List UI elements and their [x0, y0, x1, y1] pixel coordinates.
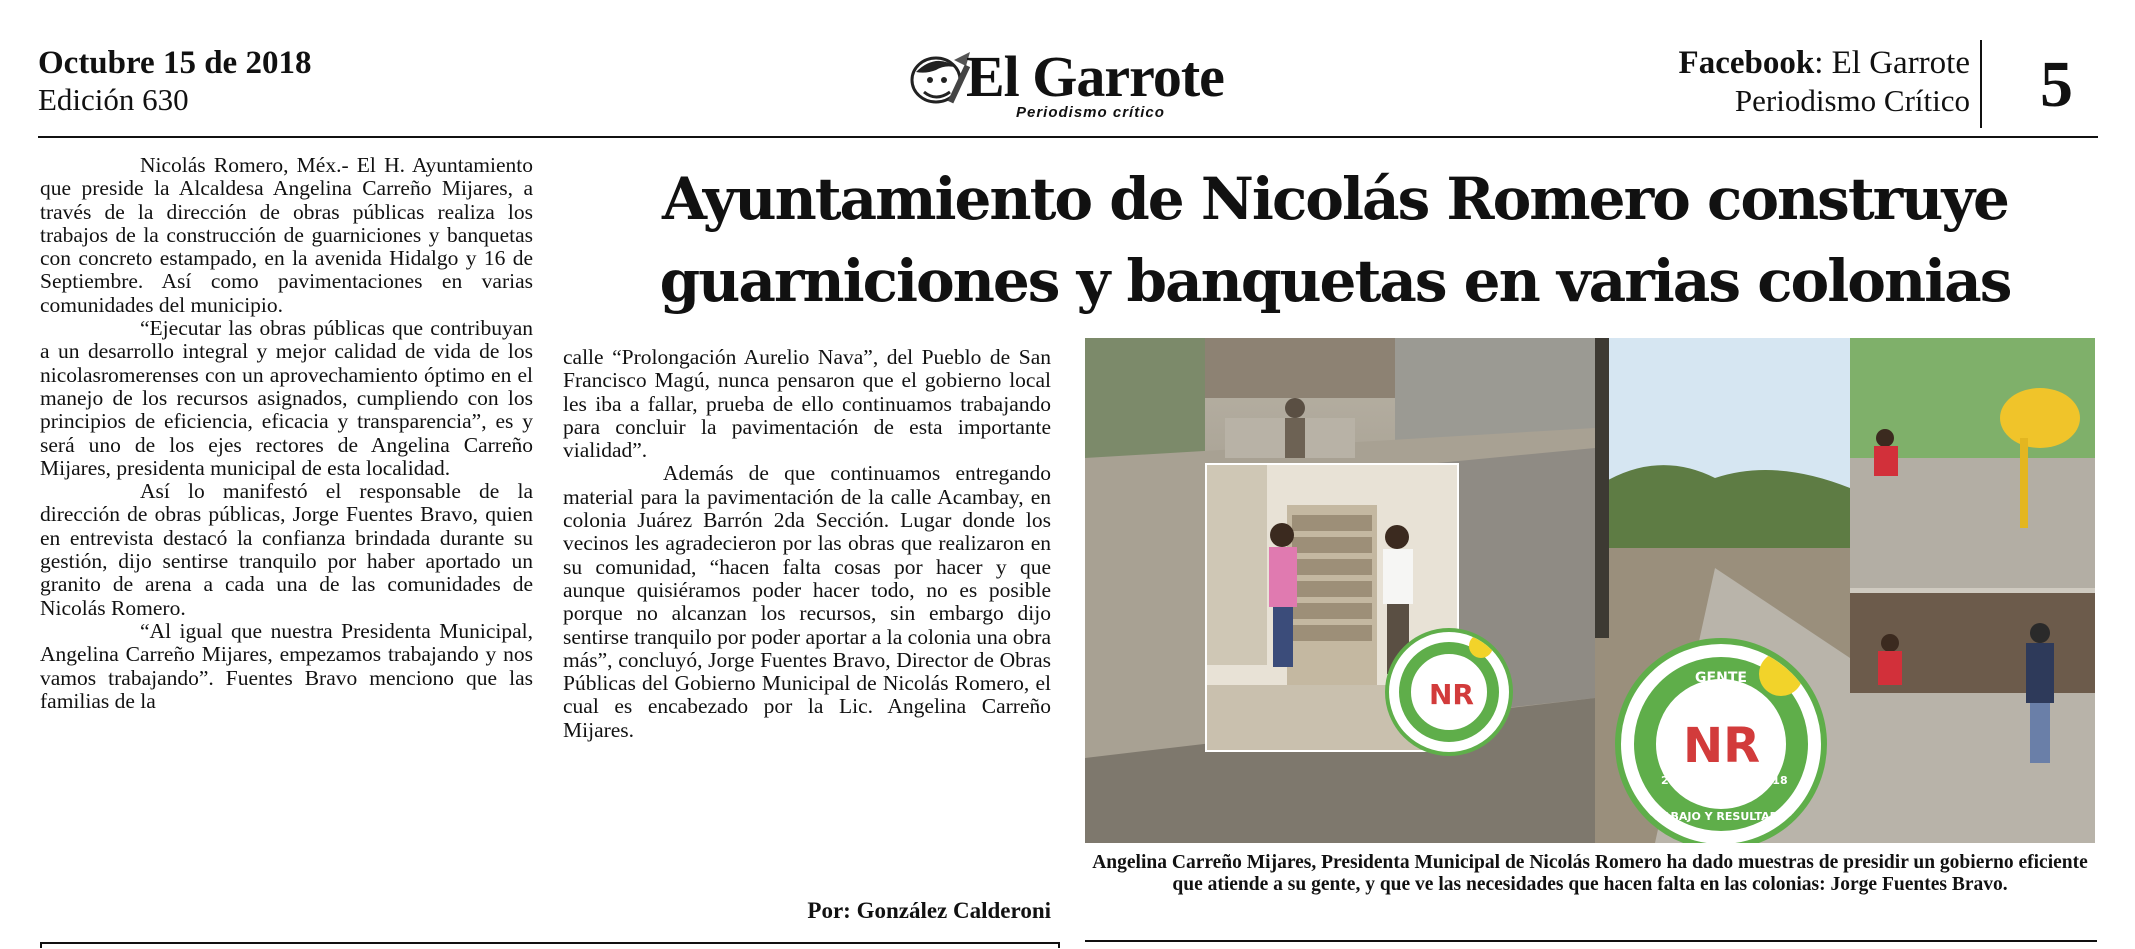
logo-initials-small: NR	[1429, 678, 1474, 711]
logo-word-bottom: TRABAJO Y RESULTADOS	[1645, 810, 1797, 823]
slogan: Periodismo Crítico	[1734, 83, 1970, 118]
page-number: 5	[2040, 48, 2073, 121]
photo-workers-street	[1850, 593, 2095, 843]
issue-date: Octubre 15 de 2018	[38, 45, 312, 81]
facebook-label: Facebook	[1678, 45, 1815, 81]
bottom-rule-right	[1085, 940, 2097, 942]
newspaper-logo	[906, 46, 1236, 124]
header-left	[38, 44, 311, 118]
headline	[565, 158, 2105, 322]
paragraph: Además de que continuamos entregando material para la pavimentación de la calle Acambay, en colonia Juárez Barrón 2da Sección. Lugar donde los vecinos les agradecieron por las obras que realizaron en su comunidad, “hacen falta cosas por hacer y que aunque quisiéramos poder hacer todo, no es posible porque no alcanzan los recursos, sin embargo dijo sentirse tranquilo por poder aportar a la colonia una obra más”, concluyó, Jorge Fuentes Bravo, Director de Obras Públicas del Gobierno Municipal de Nicolás Romero, el cual es encabezado por la Lic. Angelina Carreño Mijares.	[563, 461, 1051, 742]
photo-caption: Angelina Carreño Mijares, Presidenta Municipal de Nicolás Romero ha dado muestras de presidir un gobierno eficiente que atiende a su gente, y que ve las necesidades que hacen falta en las colonias: Jorge Fuentes Bravo.	[1092, 852, 2088, 895]
logo-name: El Garrote	[966, 44, 1224, 109]
logo-year-left: 2016	[1661, 774, 1692, 787]
header-divider	[1980, 40, 1982, 128]
header-rule	[38, 136, 2098, 138]
article-column-2	[563, 346, 1051, 742]
facebook-value: : El Garrote	[1814, 45, 1970, 81]
photo-workers-mixer	[1850, 338, 2095, 588]
facebook-line	[1679, 44, 1970, 82]
paragraph: Así lo manifestó el responsable de la dirección de obras públicas, Jorge Fuentes Bravo, quien en entrevista destacó la confianza brindada durante su gestión, dijo sentirse tranquilo por haber aportado un granito de arena a cada una de las comunidades de Nicolás Romero.	[40, 479, 533, 620]
logo-word-top: GENTE	[1695, 670, 1747, 686]
byline: Por: González Calderoni	[807, 898, 1051, 923]
logo-initials-large: NR	[1683, 718, 1761, 774]
headline-line-1: Ayuntamiento de Nicolás Romero construye	[662, 165, 2008, 233]
bottom-box-left	[40, 942, 1060, 948]
photo-collage	[1085, 338, 2095, 843]
paragraph: “Al igual que nuestra Presidenta Municipal, Angelina Carreño Mijares, empezamos trabajando y nos vamos trabajando”. Fuentes Bravo menciono que las familias de la	[40, 618, 533, 713]
government-logo-large	[1615, 638, 1827, 843]
header-right	[1679, 44, 1970, 119]
mascot-icon	[906, 50, 972, 112]
paragraph: calle “Prolongación Aurelio Nava”, del Pueblo de San Francisco Magú, nunca pensaron que el gobierno local les iba a fallar, prueba de ello continuamos trabajando para concluir la pavimentación de esta importante vialidad”.	[563, 345, 1051, 463]
logo-tagline: Periodismo crítico	[1016, 104, 1165, 121]
issue-edition: Edición 630	[38, 82, 189, 117]
headline-line-2: guarniciones y banquetas en varias colonias	[659, 247, 2011, 315]
article-column-1	[40, 154, 533, 713]
government-logo-small	[1385, 628, 1513, 756]
logo-year-right: 2018	[1757, 774, 1788, 787]
paragraph: Nicolás Romero, Méx.- El H. Ayuntamiento que preside la Alcaldesa Angelina Carreño Mijares, a través de la dirección de obras públicas realiza los trabajos de la construcción de guarniciones y banquetas con concreto estampado, en la avenida Hidalgo y 16 de Septiembre. Así como pavimentaciones en varias comunidades del municipio.	[40, 153, 533, 317]
paragraph: “Ejecutar las obras públicas que contribuyan a un desarrollo integral y mejor calidad de vida de los nicolasromerenses con un aprovechamiento óptimo en el manejo de los recursos asignados, cumpliendo con los principios de eficiencia, eficacia y transparencia”, es y será uno de los ejes rectores de Angelina Carreño Mijares, presidenta municipal de esta localidad.	[40, 316, 533, 480]
